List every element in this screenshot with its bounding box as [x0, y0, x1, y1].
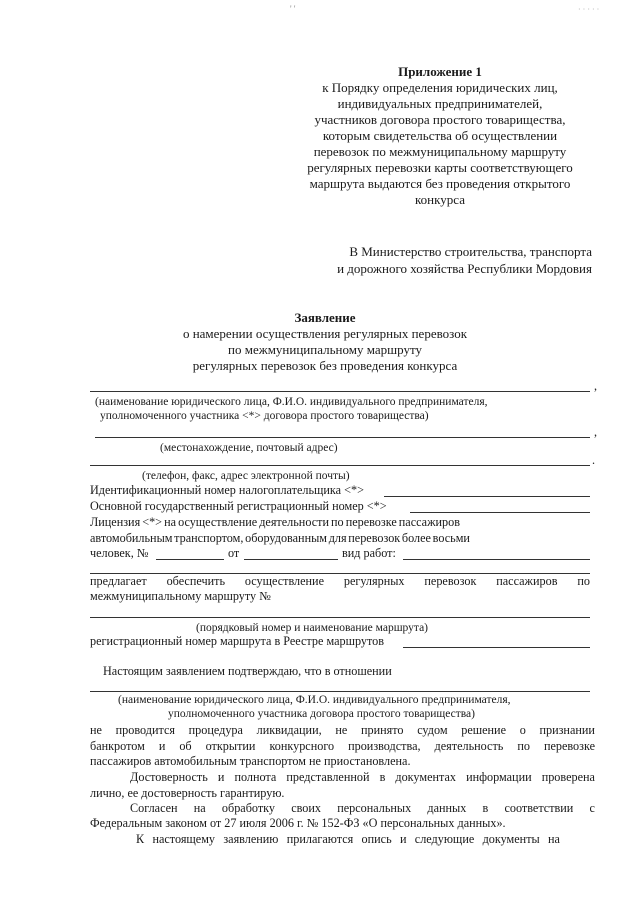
contacts-field[interactable]: [90, 465, 590, 466]
word: ликвидации,: [256, 723, 322, 737]
word: документы: [482, 832, 540, 846]
word: представленной: [286, 770, 370, 784]
word: Лицензия: [90, 515, 141, 529]
word: по: [331, 515, 344, 529]
word: деятельность: [434, 739, 504, 753]
field-caption: (местонахождение, почтовый адрес): [160, 442, 338, 454]
field-caption: уполномоченного участника <*> договора простого товарищества): [100, 410, 429, 422]
ogrn-label: Основной государственный регистрационный номер <*>: [90, 499, 387, 513]
word: на: [193, 801, 206, 815]
word: информации: [466, 770, 532, 784]
word: принято: [360, 723, 404, 737]
word: К: [136, 832, 145, 846]
word: Достоверность: [130, 770, 208, 784]
word: для: [328, 531, 347, 545]
attachments-line: [136, 832, 560, 847]
word: перевозок: [348, 531, 401, 545]
word: на: [548, 832, 560, 846]
word: в: [482, 801, 489, 815]
license-number-label: человек, №: [90, 546, 149, 560]
appendix-line: к Порядку определения юридических лиц,: [322, 80, 558, 95]
word: транспортом,: [174, 531, 244, 545]
license-date-label: от: [228, 546, 240, 560]
appendix-line: регулярных перевозки карты соответствующего: [307, 160, 573, 175]
addressee-line-1: В Министерство строительства, транспорта: [349, 244, 592, 259]
reg-number-field[interactable]: [403, 647, 590, 648]
word: деятельности: [259, 515, 329, 529]
comma: ,: [594, 425, 598, 439]
appendix-title: Приложение 1: [398, 64, 482, 79]
applicant-name-field[interactable]: [90, 391, 590, 392]
license-number-field[interactable]: [156, 559, 224, 560]
entity-name-field[interactable]: [90, 691, 590, 692]
appendix-line: перевозок по межмуниципальному маршруту: [313, 144, 567, 159]
word: решение: [461, 723, 506, 737]
statement-line: по межмуниципальному маршруту: [228, 342, 422, 357]
word: автомобильным: [90, 531, 173, 545]
word: конкурсного: [269, 739, 335, 753]
consent-line-1: [130, 801, 595, 816]
word: проверена: [541, 770, 595, 784]
word: своих: [291, 801, 321, 815]
scan-mark-left: ' ': [290, 4, 296, 14]
word: обработку: [221, 801, 276, 815]
appendix-line: которым свидетельства об осуществлении: [322, 128, 558, 143]
comma: ,: [594, 379, 598, 393]
liquidation-line-3: пассажиров автомобильным транспортом не приостановлена.: [90, 754, 411, 768]
license-kind-label: вид работ:: [342, 546, 396, 560]
license-line-1: [90, 515, 460, 530]
field-caption: (телефон, факс, адрес электронной почты): [142, 470, 350, 482]
word: проводится: [115, 723, 175, 737]
appendix-line: участников договора простого товарищества,: [314, 112, 566, 127]
word: с: [589, 801, 595, 815]
word: процедура: [188, 723, 243, 737]
consent-line-2: Федеральным законом от 27 июля 2006 г. № 152-ФЗ «О персональных данных».: [90, 816, 506, 830]
word: признании: [539, 723, 595, 737]
word: перевозок: [424, 574, 477, 588]
word: осуществление: [244, 574, 324, 588]
word: перевозке: [543, 739, 595, 753]
word: не: [335, 723, 348, 737]
scan-mark-right: · · · · ·: [578, 5, 600, 14]
word: в: [379, 770, 386, 784]
field-caption: (наименование юридического лица, Ф.И.О. индивидуального предпринимателя,: [118, 694, 511, 706]
word: прилагаются: [286, 832, 354, 846]
word: полнота: [234, 770, 277, 784]
word: осуществление: [178, 515, 258, 529]
field-caption: (порядковый номер и наименование маршрута): [196, 622, 429, 634]
liquidation-line-2: [90, 739, 595, 754]
word: по: [577, 574, 590, 588]
word: открытии: [205, 739, 256, 753]
appendix-line: индивидуальных предпринимателей,: [337, 96, 543, 111]
word: следующие: [414, 832, 475, 846]
word: обеспечить: [166, 574, 225, 588]
word: соответствии: [504, 801, 574, 815]
license-date-field[interactable]: [244, 559, 338, 560]
inn-label: Идентификационный номер налогоплательщика <*>: [90, 483, 364, 497]
word: перевозке: [345, 515, 397, 529]
statement-line: о намерении осуществления регулярных перевозок: [182, 326, 468, 341]
word: данных: [427, 801, 467, 815]
field-caption: (наименование юридического лица, Ф.И.О. индивидуального предпринимателя,: [95, 396, 488, 408]
word: и: [158, 739, 166, 753]
word: персональных: [337, 801, 412, 815]
word: документах: [395, 770, 456, 784]
liquidation-line-1: [90, 723, 595, 738]
word: о: [519, 723, 526, 737]
statement-line: регулярных перевозок без проведения конкурса: [192, 358, 458, 373]
ogrn-field[interactable]: [410, 512, 590, 513]
license-kind-field[interactable]: [403, 559, 590, 560]
reliability-line-1: [130, 770, 595, 785]
license-line-2: [90, 531, 470, 546]
offers-line: [90, 574, 590, 589]
word: заявлению: [223, 832, 279, 846]
word: об: [179, 739, 192, 753]
word: пассажиров: [398, 515, 460, 529]
addressee-line-2: и дорожного хозяйства Республики Мордовия: [337, 261, 592, 276]
statement-block: [100, 310, 550, 374]
word: банкротом: [90, 739, 145, 753]
word: оборудованным: [245, 531, 327, 545]
word: судом: [417, 723, 448, 737]
word: и: [399, 832, 407, 846]
inn-field[interactable]: [384, 496, 590, 497]
appendix-block: [280, 64, 600, 208]
word: более: [401, 531, 431, 545]
field-caption: уполномоченного участника договора простого товарищества): [168, 708, 475, 720]
word: настоящему: [152, 832, 216, 846]
address-field[interactable]: [95, 437, 590, 438]
word: и: [217, 770, 225, 784]
reg-number-label: регистрационный номер маршрута в Реестре маршрутов: [90, 634, 385, 648]
word: производства,: [348, 739, 421, 753]
word: восьми: [432, 531, 470, 545]
appendix-line: конкурса: [415, 192, 465, 207]
word: опись: [361, 832, 392, 846]
word: регулярных: [343, 574, 405, 588]
reliability-line-2: лично, ее достоверность гарантирую.: [90, 786, 285, 800]
word: <*>: [142, 515, 163, 529]
confirm-text: Настоящим заявлением подтверждаю, что в отношении: [103, 664, 392, 678]
word: Согласен: [130, 801, 178, 815]
period: .: [592, 453, 596, 467]
word: на: [164, 515, 177, 529]
word: пассажиров: [496, 574, 558, 588]
statement-title: Заявление: [294, 310, 356, 325]
word: предлагает: [90, 574, 147, 588]
word: не: [90, 723, 102, 737]
route-label: межмуниципальному маршруту №: [90, 589, 271, 603]
route-field[interactable]: [90, 617, 590, 618]
appendix-line: маршрута выдаются без проведения открытого: [309, 176, 571, 191]
word: по: [517, 739, 530, 753]
